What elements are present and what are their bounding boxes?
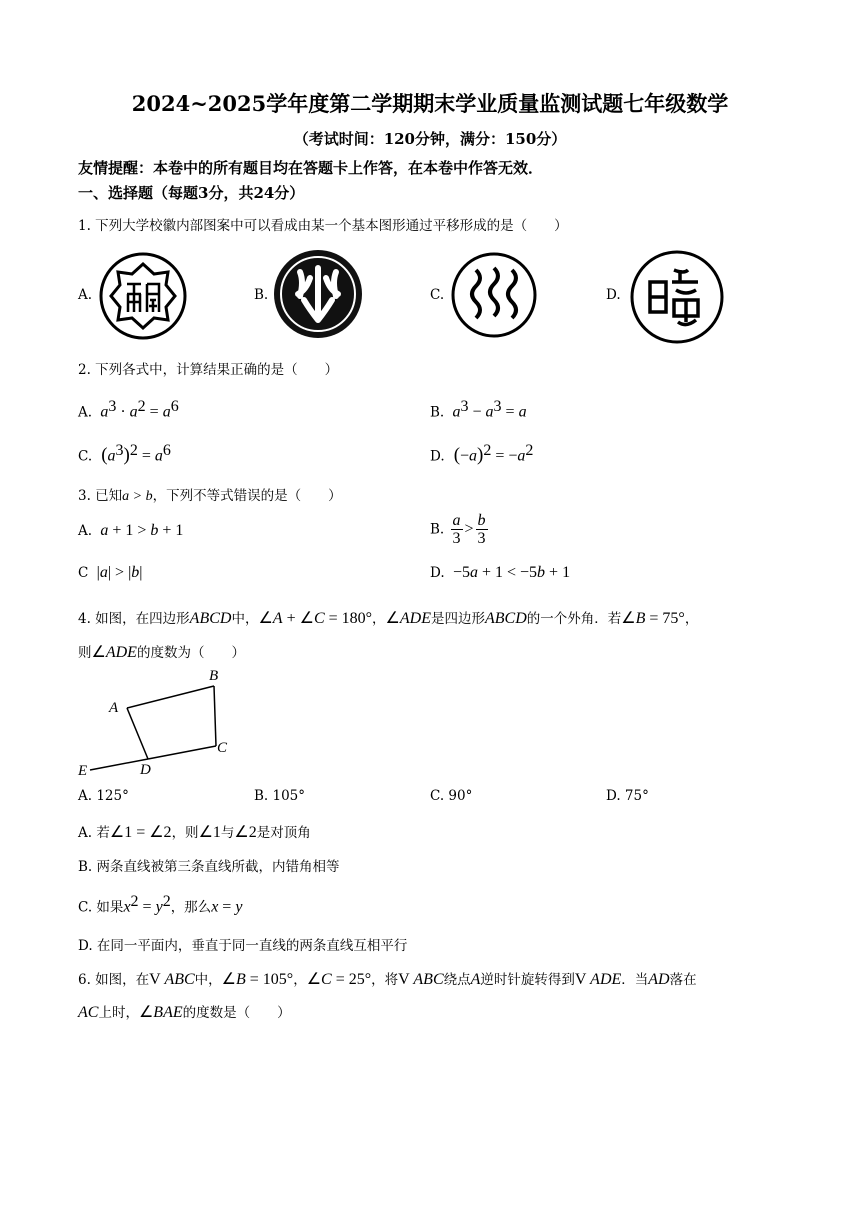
q2-option-c: C. $(a^3)^2 = a^6$: [78, 442, 171, 466]
nankai-emblem-icon: [97, 250, 189, 342]
q2-option-a: A. $a^3 \cdot a^2 = a^6$: [78, 398, 179, 421]
question-6-line1: 6. 如图，在V ABC中，∠B = 105°，∠C = 25°，将V ABC绕点A逆时针旋转得到V ADE．当AD落在: [78, 971, 697, 988]
q4-option-c: C. 90°: [430, 788, 473, 804]
q3-option-c-label: C: [78, 565, 89, 581]
q1-option-c-label: C.: [430, 287, 445, 303]
q1-option-b-label: B.: [254, 287, 269, 303]
q4-option-b: B. 105°: [254, 788, 306, 804]
q3-option-d: D. −5a + 1 < −5b + 1: [430, 564, 571, 581]
q2-option-d-label: D.: [430, 448, 445, 465]
q2-option-d: D. $(-a)^2 = -a^2$: [430, 442, 534, 466]
point-d-label: D: [140, 762, 151, 778]
q2-option-b-label: B.: [430, 404, 445, 421]
section-heading: 一、选择题（每题3分，共24分）: [78, 184, 305, 202]
question-3-stem: 3. 已知a > b，下列不等式错误的是（ ）: [78, 488, 342, 504]
question-4-line1: 4. 如图，在四边形ABCD中，∠A + ∠C = 180°，∠ADE是四边形ABCD的一个外角．若∠B = 75°，: [78, 610, 699, 627]
reminder: 友情提醒：本卷中的所有题目均在答题卡上作答，在本卷中作答无效．: [78, 159, 544, 177]
question-2-stem: 2. 下列各式中，计算结果正确的是（ ）: [78, 362, 339, 378]
q5-option-a: A. 若∠1 = ∠2，则∠1与∠2是对顶角: [78, 824, 311, 841]
wave-lines-emblem-icon: [449, 250, 539, 340]
q3-option-a-label: A.: [78, 523, 93, 539]
q3-option-a: A. a + 1 > b + 1: [78, 522, 184, 539]
q1-option-d-label: D.: [606, 287, 621, 303]
q3-option-b: B. $\frac{a}{3}$ > $\frac{b}{3}$: [430, 512, 486, 547]
question-1-stem: 1. 下列大学校徽内部图案中可以看成由某一个基本图形通过平移形成的是（ ）: [78, 218, 568, 234]
q5-option-b: B. 两条直线被第三条直线所截，内错角相等: [78, 859, 340, 875]
q3-option-d-label: D.: [430, 565, 445, 581]
point-b-label: B: [209, 668, 219, 684]
peking-emblem-icon: [272, 248, 364, 340]
question-4-line2: 则∠ADE的度数为（ ）: [78, 644, 245, 661]
q3-option-b-label: B.: [430, 521, 445, 538]
q2-option-b: B. $a^3 - a^3 = a$: [430, 398, 527, 421]
quadrilateral-figure: [72, 664, 242, 780]
q5-option-c: C. 如果$x^2 = y^2$，那么x = y: [78, 893, 243, 916]
seal-script-emblem-icon: [628, 248, 726, 346]
q2-option-a-label: A.: [78, 404, 93, 421]
q2-option-c-label: C.: [78, 448, 93, 465]
q3-option-c: C |a| > |b|: [78, 564, 143, 581]
q1-option-a-label: A.: [78, 287, 93, 303]
point-c-label: C: [217, 740, 228, 756]
point-e-label: E: [78, 763, 88, 779]
q5-option-d: D. 在同一平面内，垂直于同一直线的两条直线互相平行: [78, 938, 408, 954]
page-title: 2024~2025学年度第二学期期末学业质量监测试题七年级数学: [131, 91, 729, 116]
point-a-label: A: [109, 700, 119, 716]
q4-option-d: D. 75°: [606, 788, 649, 804]
exam-info: （考试时间：120分钟，满分：150分）: [293, 130, 567, 148]
question-6-line2: AC上时，∠BAE的度数是（ ）: [78, 1004, 291, 1021]
q4-option-a: A. 125°: [78, 788, 129, 804]
